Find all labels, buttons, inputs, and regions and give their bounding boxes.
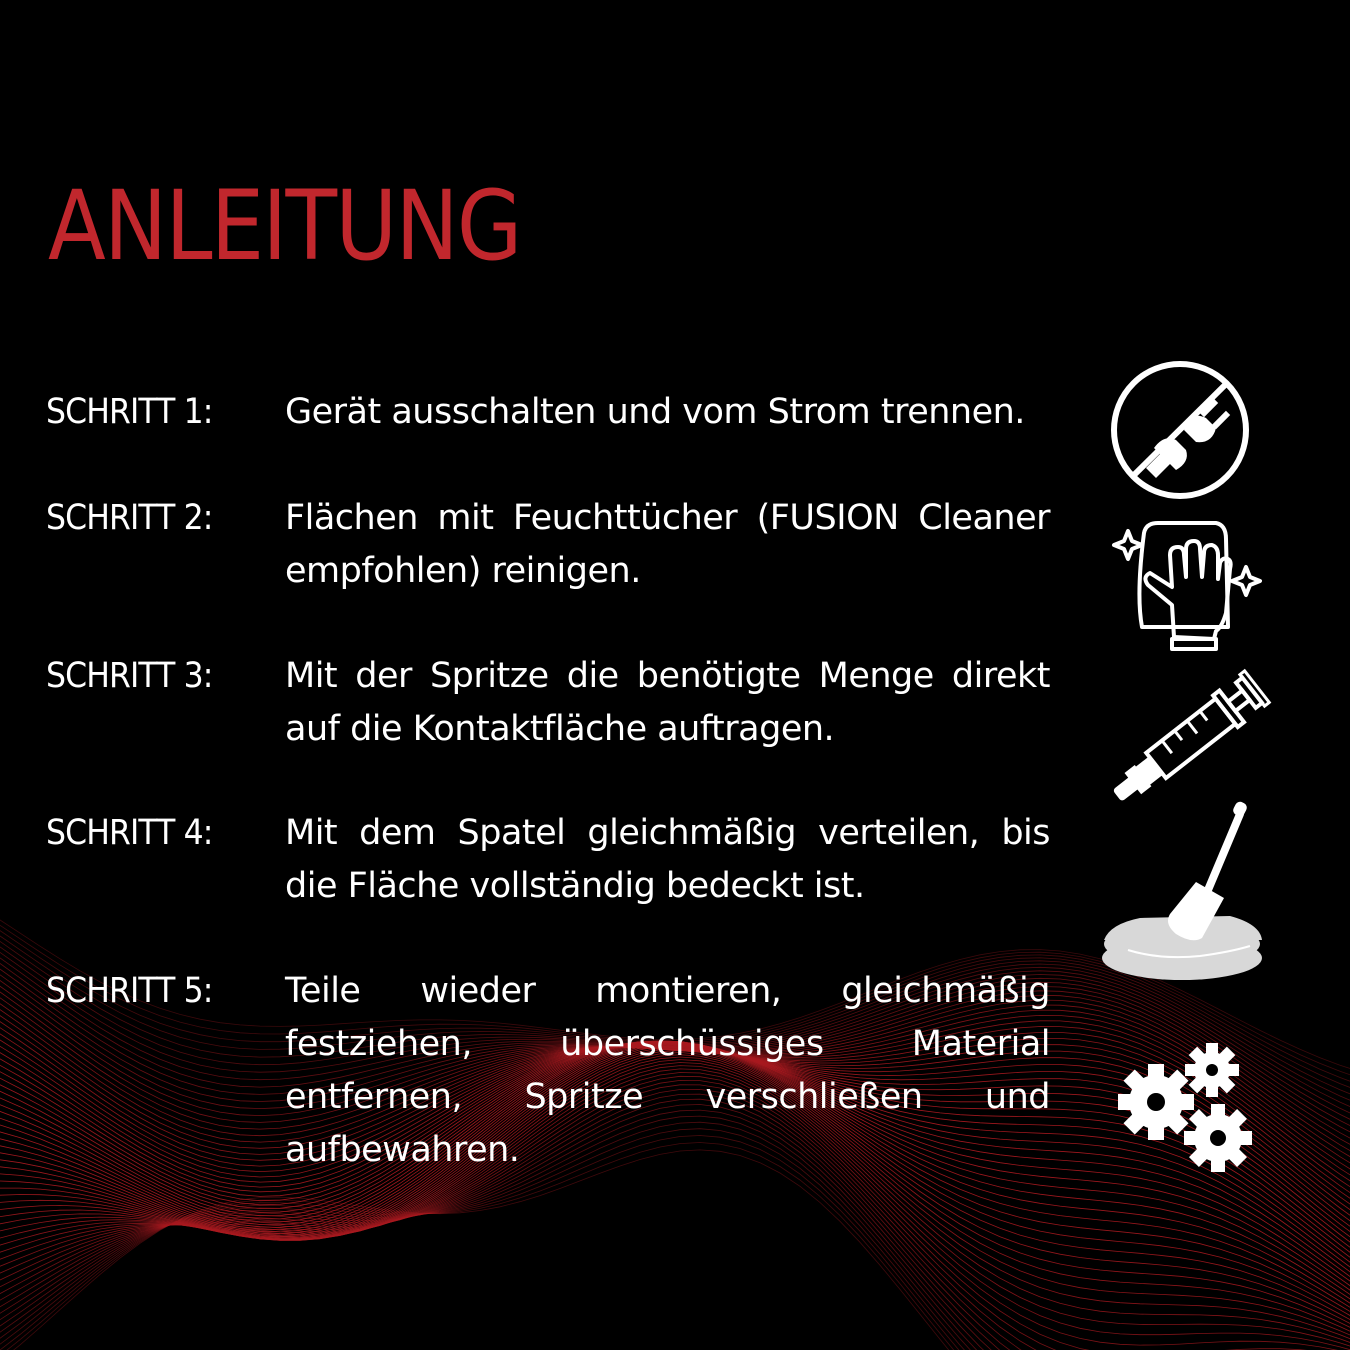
spatula-icon	[1100, 800, 1270, 1000]
gears-icon	[1112, 1040, 1262, 1180]
step-3-text: Mit der Spritze die benötigte Menge direkt auf die Kontaktfläche auftragen.	[285, 656, 1050, 749]
page-title: ANLEITUNG	[48, 170, 521, 282]
step-1-label: SCHRITT 1:	[46, 392, 213, 432]
step-4-text: Mit dem Spatel gleichmäßig verteilen, bis die Fläche vollständig bedeckt ist.	[285, 813, 1050, 906]
step-4-label: SCHRITT 4:	[46, 813, 213, 853]
step-2-text: Flächen mit Feuchttücher (FUSION Cleaner empfohlen) reinigen.	[285, 498, 1050, 591]
step-1-text: Gerät ausschalten und vom Strom trennen.	[285, 392, 1025, 432]
step-5-text: Teile wieder montieren, gleichmäßig festziehen, überschüssiges Material entfernen, Spritze verschließen und aufbewahren.	[285, 971, 1050, 1170]
step-2-label: SCHRITT 2:	[46, 498, 213, 538]
syringe-icon	[1098, 668, 1280, 814]
step-5-label: SCHRITT 5:	[46, 971, 213, 1011]
wipe-hand-icon	[1106, 515, 1266, 657]
unplug-icon	[1108, 360, 1252, 504]
step-3-label: SCHRITT 3:	[46, 656, 213, 696]
